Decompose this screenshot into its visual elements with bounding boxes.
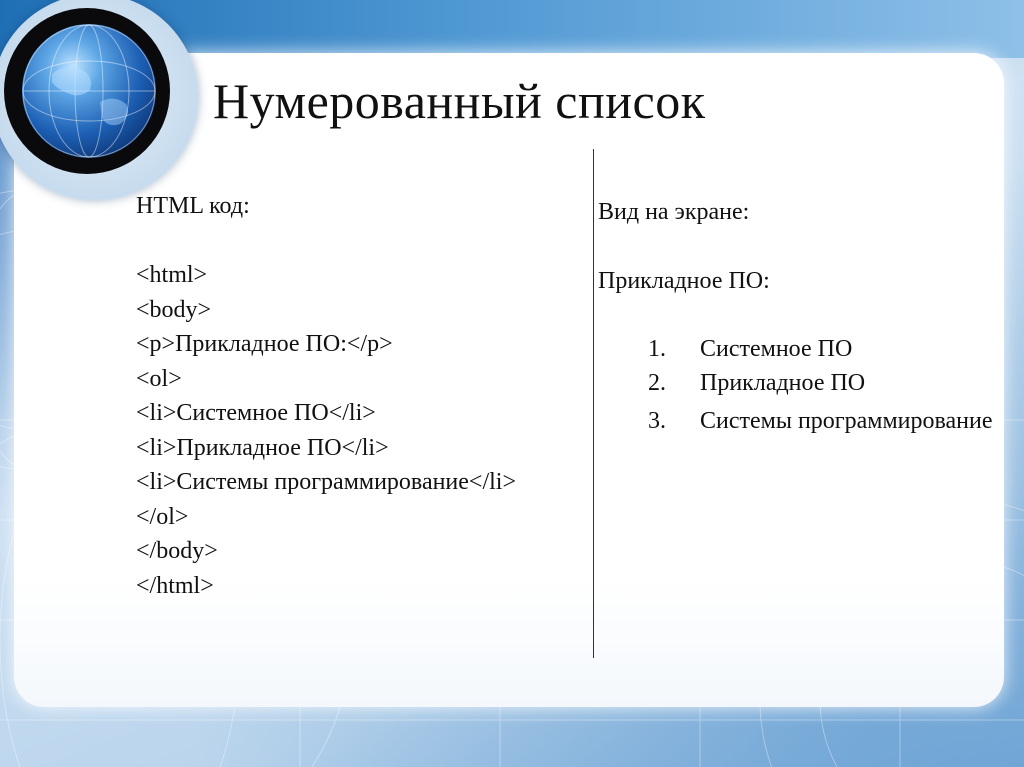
list-item <box>648 336 1024 363</box>
code-line: <ol> <box>136 365 182 392</box>
list-item <box>648 408 1024 435</box>
screen-heading: Вид на экране: <box>598 199 750 225</box>
code-line: <body> <box>136 296 212 323</box>
code-line: <li>Прикладное ПО</li> <box>136 434 389 461</box>
code-line: <html> <box>136 262 208 288</box>
code-line: <p>Прикладное ПО:</p> <box>136 331 393 357</box>
list-text: Прикладное ПО <box>700 370 866 396</box>
list-number: 2. <box>648 370 666 396</box>
code-line: </html> <box>136 572 214 599</box>
code-line: <li>Системное ПО</li> <box>136 400 376 426</box>
list-text: Системное ПО <box>700 336 853 362</box>
list-text: Системы программирование <box>700 408 993 434</box>
list-item <box>648 370 1024 397</box>
column-divider <box>593 149 594 658</box>
globe-icon <box>22 24 156 158</box>
code-line: </ol> <box>136 503 189 530</box>
list-number: 1. <box>648 336 666 362</box>
code-block <box>136 258 516 603</box>
slide-title: Нумерованный список <box>213 73 706 129</box>
screen-paragraph: Прикладное ПО: <box>598 268 770 294</box>
code-heading: HTML код: <box>136 193 250 219</box>
list-number: 3. <box>648 408 666 434</box>
code-line: <li>Системы программирование</li> <box>136 469 517 495</box>
code-line: </body> <box>136 538 218 564</box>
